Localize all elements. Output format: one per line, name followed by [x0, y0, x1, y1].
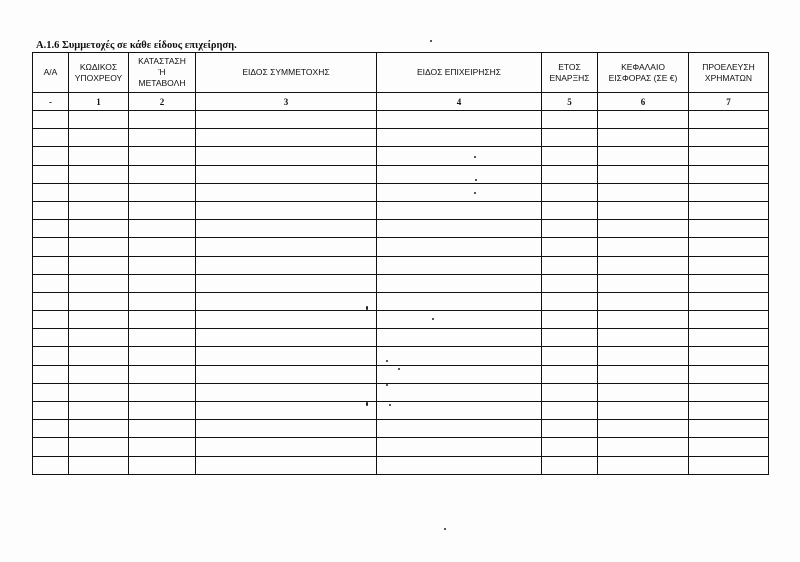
scan-speck [430, 40, 432, 42]
table-cell[interactable] [129, 420, 196, 438]
table-row [33, 402, 769, 420]
table-cell[interactable] [377, 256, 542, 274]
scan-speck [386, 360, 388, 362]
table-cell[interactable] [542, 402, 598, 420]
scan-speck [386, 384, 388, 386]
column-number: 1 [69, 93, 129, 111]
column-header-text: ΕΙΔΟΣ ΕΠΙΧΕΙΡΗΣΗΣ [416, 67, 502, 77]
table-cell[interactable] [196, 129, 377, 147]
table-row [33, 365, 769, 383]
table-cell[interactable] [598, 165, 689, 183]
table-cell[interactable] [196, 292, 377, 310]
table-cell[interactable] [69, 111, 129, 129]
table-cell[interactable] [33, 456, 69, 474]
table-cell[interactable] [69, 402, 129, 420]
table-cell[interactable] [598, 111, 689, 129]
table-cell[interactable] [542, 274, 598, 292]
table-cell[interactable] [598, 311, 689, 329]
column-number: - [33, 93, 69, 111]
table-cell[interactable] [377, 347, 542, 365]
table-cell[interactable] [196, 420, 377, 438]
table-cell[interactable] [689, 238, 769, 256]
table-cell[interactable] [542, 129, 598, 147]
table-cell[interactable] [33, 347, 69, 365]
table-cell[interactable] [542, 347, 598, 365]
table-cell[interactable] [689, 274, 769, 292]
table-cell[interactable] [196, 183, 377, 201]
table-cell[interactable] [689, 165, 769, 183]
column-header [542, 53, 598, 93]
table-row [33, 201, 769, 219]
table-row [33, 329, 769, 347]
table-cell[interactable] [33, 383, 69, 401]
table-row [33, 274, 769, 292]
table-cell[interactable] [689, 383, 769, 401]
table-cell[interactable] [689, 347, 769, 365]
table-cell[interactable] [542, 438, 598, 456]
table-cell[interactable] [196, 347, 377, 365]
column-header-text: ΕΙΣΦΟΡΑΣ (ΣΕ €) [608, 72, 678, 83]
column-header [598, 53, 689, 93]
table-row [33, 256, 769, 274]
table-cell[interactable] [689, 147, 769, 165]
table-row [33, 165, 769, 183]
section-title: Α.1.6 Συμμετοχές σε κάθε είδους επιχείρηση. [36, 40, 237, 51]
table-cell[interactable] [129, 165, 196, 183]
table-row [33, 420, 769, 438]
table-cell[interactable] [33, 183, 69, 201]
table-cell[interactable] [69, 201, 129, 219]
table-cell[interactable] [377, 383, 542, 401]
table-cell[interactable] [33, 201, 69, 219]
table-cell[interactable] [69, 256, 129, 274]
table-cell[interactable] [542, 383, 598, 401]
column-number: 6 [598, 93, 689, 111]
table-row [33, 456, 769, 474]
table-cell[interactable] [542, 311, 598, 329]
table-cell[interactable] [196, 220, 377, 238]
column-header [377, 53, 542, 93]
table-cell[interactable] [689, 129, 769, 147]
table-cell[interactable] [33, 402, 69, 420]
table-cell[interactable] [196, 311, 377, 329]
table-cell[interactable] [542, 292, 598, 310]
scan-speck [475, 179, 477, 181]
column-header-text: Ή [158, 67, 166, 77]
table-cell[interactable] [689, 420, 769, 438]
table-cell[interactable] [542, 456, 598, 474]
table-cell[interactable] [196, 329, 377, 347]
table-cell[interactable] [377, 420, 542, 438]
table-cell[interactable] [69, 147, 129, 165]
table-cell[interactable] [129, 456, 196, 474]
table-cell[interactable] [598, 292, 689, 310]
column-header-text: ΕΝΑΡΞΗΣ [549, 72, 590, 83]
scan-speck [389, 404, 391, 406]
table-cell[interactable] [196, 365, 377, 383]
column-header-text: ΚΕΦΑΛΑΙΟ [621, 61, 665, 72]
table-cell[interactable] [196, 201, 377, 219]
table-cell[interactable] [689, 329, 769, 347]
table-cell[interactable] [129, 438, 196, 456]
table-cell[interactable] [33, 292, 69, 310]
table-cell[interactable] [598, 147, 689, 165]
table-cell[interactable] [598, 438, 689, 456]
table-row [33, 347, 769, 365]
column-number-row [33, 93, 769, 111]
scan-speck [432, 318, 434, 320]
table-cell[interactable] [598, 365, 689, 383]
table-cell[interactable] [33, 311, 69, 329]
table-cell[interactable] [598, 220, 689, 238]
scan-speck [474, 192, 476, 194]
table-cell[interactable] [598, 274, 689, 292]
scan-speck [366, 306, 368, 310]
column-header [69, 53, 129, 93]
table-cell[interactable] [689, 402, 769, 420]
table-cell[interactable] [542, 165, 598, 183]
column-header-text: ΚΑΤΑΣΤΑΣΗ [138, 56, 186, 66]
table-cell[interactable] [598, 383, 689, 401]
table-cell[interactable] [377, 438, 542, 456]
table-cell[interactable] [33, 165, 69, 183]
table-row [33, 129, 769, 147]
table-cell[interactable] [69, 420, 129, 438]
table-cell[interactable] [542, 201, 598, 219]
table-cell[interactable] [33, 129, 69, 147]
table-cell[interactable] [69, 329, 129, 347]
column-header-text: ΥΠΟΧΡΕΟΥ [74, 72, 123, 83]
table-cell[interactable] [33, 147, 69, 165]
column-number: 3 [196, 93, 377, 111]
column-header-text: ΠΡΟΕΛΕΥΣΗ [702, 61, 755, 72]
table-cell[interactable] [689, 456, 769, 474]
table-cell[interactable] [598, 402, 689, 420]
table-cell[interactable] [689, 183, 769, 201]
scan-speck [398, 368, 400, 370]
table-cell[interactable] [196, 111, 377, 129]
table-cell[interactable] [33, 220, 69, 238]
table-cell[interactable] [129, 111, 196, 129]
column-number: 4 [377, 93, 542, 111]
table-cell[interactable] [33, 111, 69, 129]
table-cell[interactable] [196, 402, 377, 420]
table-cell[interactable] [377, 311, 542, 329]
table-row [33, 238, 769, 256]
table-row [33, 111, 769, 129]
table-row [33, 383, 769, 401]
table-cell[interactable] [598, 183, 689, 201]
table-cell[interactable] [542, 111, 598, 129]
table-cell[interactable] [129, 147, 196, 165]
table-cell[interactable] [129, 220, 196, 238]
table-cell[interactable] [129, 329, 196, 347]
table-cell[interactable] [196, 238, 377, 256]
table-row [33, 183, 769, 201]
scan-speck [366, 402, 368, 406]
table-cell[interactable] [542, 420, 598, 438]
table-cell[interactable] [196, 165, 377, 183]
table-cell[interactable] [129, 238, 196, 256]
column-header-text: ΚΩΔΙΚΟΣ [79, 61, 118, 72]
table-cell[interactable] [542, 183, 598, 201]
table-header-row [33, 53, 769, 93]
table-cell[interactable] [377, 183, 542, 201]
table-cell[interactable] [69, 220, 129, 238]
column-header-text: Α/Α [43, 67, 58, 77]
table-cell[interactable] [129, 183, 196, 201]
table-cell[interactable] [129, 365, 196, 383]
column-number: 5 [542, 93, 598, 111]
table-cell[interactable] [377, 111, 542, 129]
table-cell[interactable] [377, 274, 542, 292]
table-cell[interactable] [129, 292, 196, 310]
table-cell[interactable] [377, 220, 542, 238]
table-cell[interactable] [689, 111, 769, 129]
table-cell[interactable] [33, 238, 69, 256]
table-cell[interactable] [598, 329, 689, 347]
scan-speck [474, 156, 476, 158]
table-cell[interactable] [689, 292, 769, 310]
column-header [689, 53, 769, 93]
table-cell[interactable] [129, 274, 196, 292]
column-header-text: ΧΡΗΜΑΤΩΝ [704, 72, 753, 83]
table-cell[interactable] [598, 456, 689, 474]
table-cell[interactable] [598, 201, 689, 219]
table-cell[interactable] [542, 238, 598, 256]
column-header [196, 53, 377, 93]
table-cell[interactable] [69, 129, 129, 147]
table-row [33, 292, 769, 310]
table-cell[interactable] [377, 165, 542, 183]
table-cell[interactable] [542, 147, 598, 165]
table-row [33, 438, 769, 456]
table-cell[interactable] [69, 238, 129, 256]
table-cell[interactable] [689, 220, 769, 238]
table-cell[interactable] [598, 238, 689, 256]
table-cell[interactable] [196, 256, 377, 274]
table-cell[interactable] [69, 383, 129, 401]
participations-table [32, 52, 769, 475]
table-cell[interactable] [598, 129, 689, 147]
table-cell[interactable] [33, 438, 69, 456]
table-cell[interactable] [689, 256, 769, 274]
table-cell[interactable] [129, 347, 196, 365]
table-cell[interactable] [129, 201, 196, 219]
table-cell[interactable] [689, 365, 769, 383]
table-cell[interactable] [69, 456, 129, 474]
column-header-text: ΜΕΤΑΒΟΛΗ [138, 78, 186, 88]
scan-speck [444, 528, 446, 530]
table-cell[interactable] [33, 256, 69, 274]
table-cell[interactable] [33, 365, 69, 383]
column-header [33, 53, 69, 93]
table-cell[interactable] [196, 383, 377, 401]
table-cell[interactable] [377, 365, 542, 383]
column-number: 7 [689, 93, 769, 111]
table-cell[interactable] [377, 292, 542, 310]
table-cell[interactable] [689, 311, 769, 329]
table-cell[interactable] [542, 329, 598, 347]
table-cell[interactable] [377, 329, 542, 347]
table-cell[interactable] [598, 420, 689, 438]
table-cell[interactable] [377, 201, 542, 219]
table-cell[interactable] [69, 165, 129, 183]
table-cell[interactable] [129, 383, 196, 401]
table-cell[interactable] [377, 402, 542, 420]
column-number: 2 [129, 93, 196, 111]
table-cell[interactable] [689, 438, 769, 456]
column-header-text: ΕΙΔΟΣ ΣΥΜΜΕΤΟΧΗΣ [242, 67, 330, 77]
table-cell[interactable] [196, 438, 377, 456]
table-cell[interactable] [598, 256, 689, 274]
table-cell[interactable] [69, 438, 129, 456]
table-cell[interactable] [377, 456, 542, 474]
table-cell[interactable] [542, 256, 598, 274]
table-cell[interactable] [69, 347, 129, 365]
table-cell[interactable] [129, 402, 196, 420]
table-cell[interactable] [69, 292, 129, 310]
table-cell[interactable] [196, 456, 377, 474]
table-cell[interactable] [377, 238, 542, 256]
table-row [33, 311, 769, 329]
table-cell[interactable] [33, 274, 69, 292]
column-header [129, 53, 196, 93]
table-cell[interactable] [196, 147, 377, 165]
table-cell[interactable] [69, 183, 129, 201]
table-cell[interactable] [598, 347, 689, 365]
table-cell[interactable] [377, 129, 542, 147]
table-cell[interactable] [377, 147, 542, 165]
table-cell[interactable] [542, 365, 598, 383]
table-cell[interactable] [542, 220, 598, 238]
table-cell[interactable] [689, 201, 769, 219]
table-cell[interactable] [129, 311, 196, 329]
table-row [33, 220, 769, 238]
table-cell[interactable] [69, 274, 129, 292]
table-row [33, 147, 769, 165]
column-header-text: ΕΤΟΣ [558, 61, 581, 72]
table-cell[interactable] [196, 274, 377, 292]
table-cell[interactable] [69, 365, 129, 383]
table-cell[interactable] [33, 420, 69, 438]
table-cell[interactable] [129, 129, 196, 147]
table-cell[interactable] [33, 329, 69, 347]
table-cell[interactable] [129, 256, 196, 274]
table-cell[interactable] [69, 311, 129, 329]
